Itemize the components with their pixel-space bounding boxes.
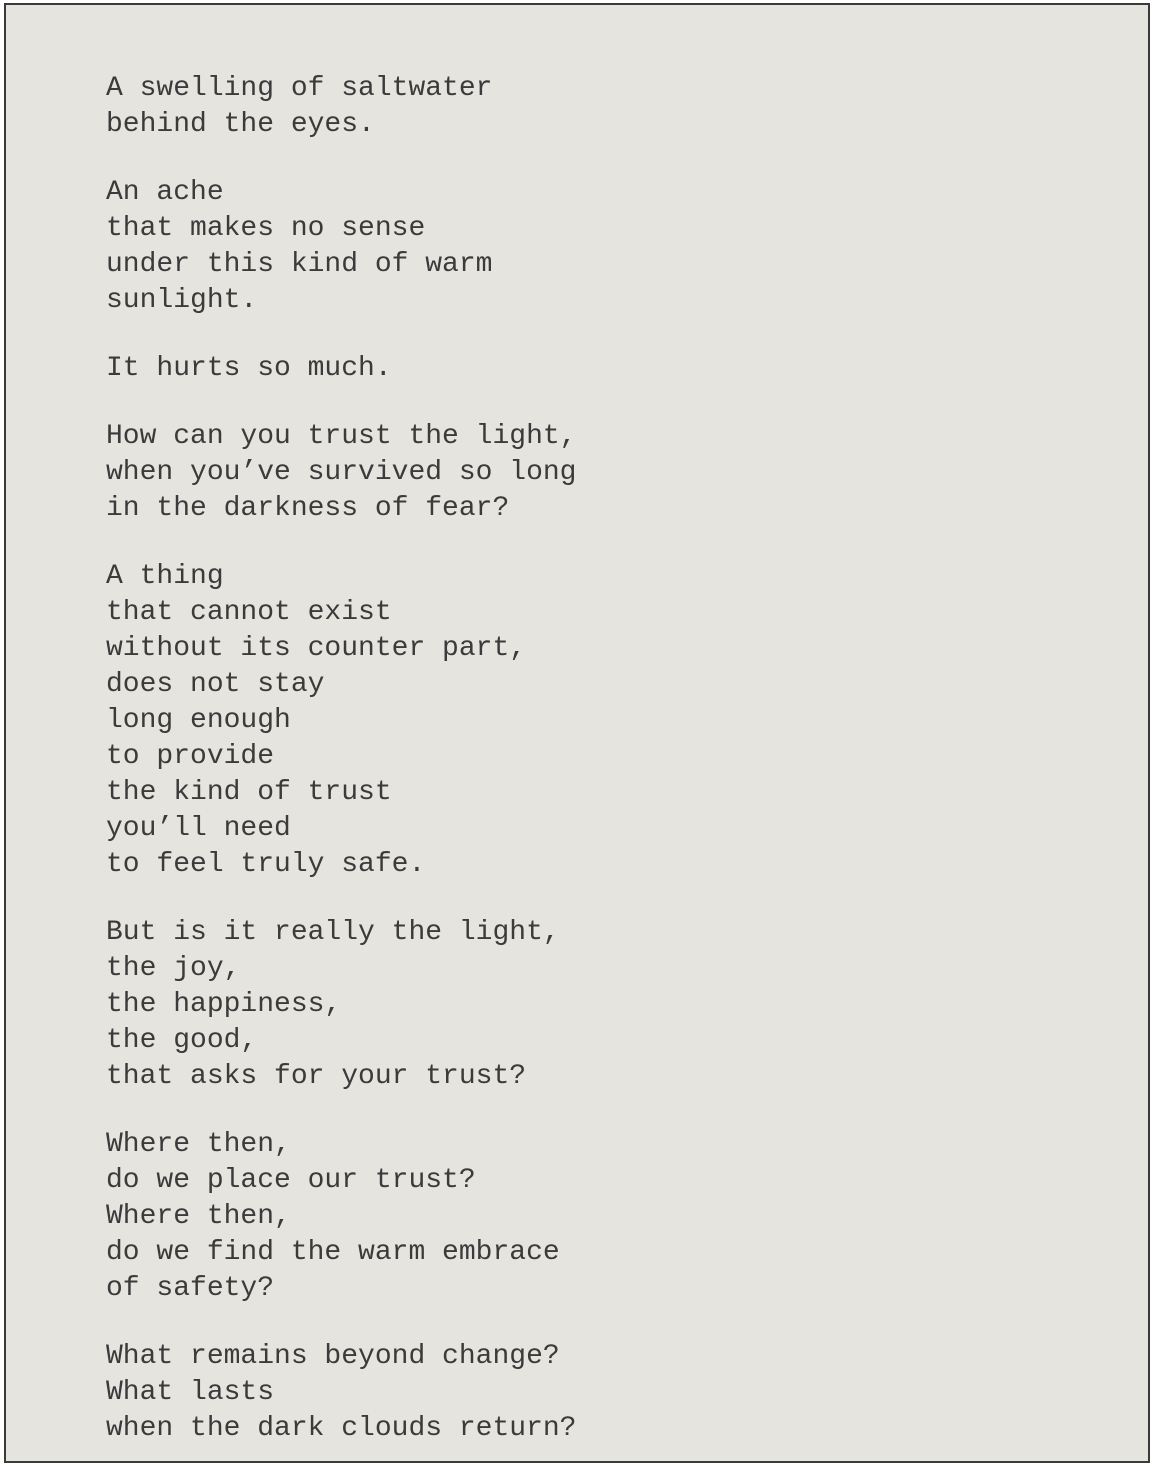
poem-line: Where then, [106, 1129, 291, 1160]
poem-line: to provide [106, 741, 275, 772]
poem-line: A swelling of saltwater [106, 73, 493, 104]
stanza-6 [106, 915, 576, 1095]
stanza-1 [106, 71, 576, 143]
poem-line: sunlight. [106, 285, 258, 316]
poem-line: What lasts [106, 1377, 275, 1408]
stanza-4 [106, 419, 576, 527]
poem-line: that makes no sense [106, 213, 426, 244]
poem-line: to feel truly safe. [106, 849, 426, 880]
poem-line: the happiness, [106, 989, 342, 1020]
poem-line: behind the eyes. [106, 109, 375, 140]
poem-line: without its counter part, [106, 633, 527, 664]
poem-line: when you’ve survived so long [106, 457, 577, 488]
poem-line: the joy, [106, 953, 241, 984]
poem-line: that asks for your trust? [106, 1061, 527, 1092]
poem-line: long enough [106, 705, 291, 736]
poem-line: that cannot exist [106, 597, 392, 628]
poem-line: It hurts so much. [106, 353, 392, 384]
poem-line: do we find the warm embrace [106, 1237, 560, 1268]
poem-line: do we place our trust? [106, 1165, 476, 1196]
stanza-8 [106, 1339, 576, 1447]
poem-body [106, 71, 576, 1463]
poem-line: of safety? [106, 1273, 275, 1304]
poem-line: the kind of trust [106, 777, 392, 808]
poem-line: does not stay [106, 669, 325, 700]
poem-line: What remains beyond change? [106, 1341, 560, 1372]
poem-page [4, 3, 1150, 1463]
poem-line: when the dark clouds return? [106, 1413, 577, 1444]
poem-line: But is it really the light, [106, 917, 560, 948]
stanza-7 [106, 1127, 576, 1307]
stanza-2 [106, 175, 576, 319]
poem-line: A thing [106, 561, 224, 592]
poem-line: under this kind of warm [106, 249, 493, 280]
poem-line: the good, [106, 1025, 258, 1056]
stanza-3 [106, 351, 576, 387]
poem-line: you’ll need [106, 813, 291, 844]
poem-line: in the darkness of fear? [106, 493, 510, 524]
poem-line: Where then, [106, 1201, 291, 1232]
poem-line: An ache [106, 177, 224, 208]
poem-line: How can you trust the light, [106, 421, 577, 452]
stanza-5 [106, 559, 576, 883]
